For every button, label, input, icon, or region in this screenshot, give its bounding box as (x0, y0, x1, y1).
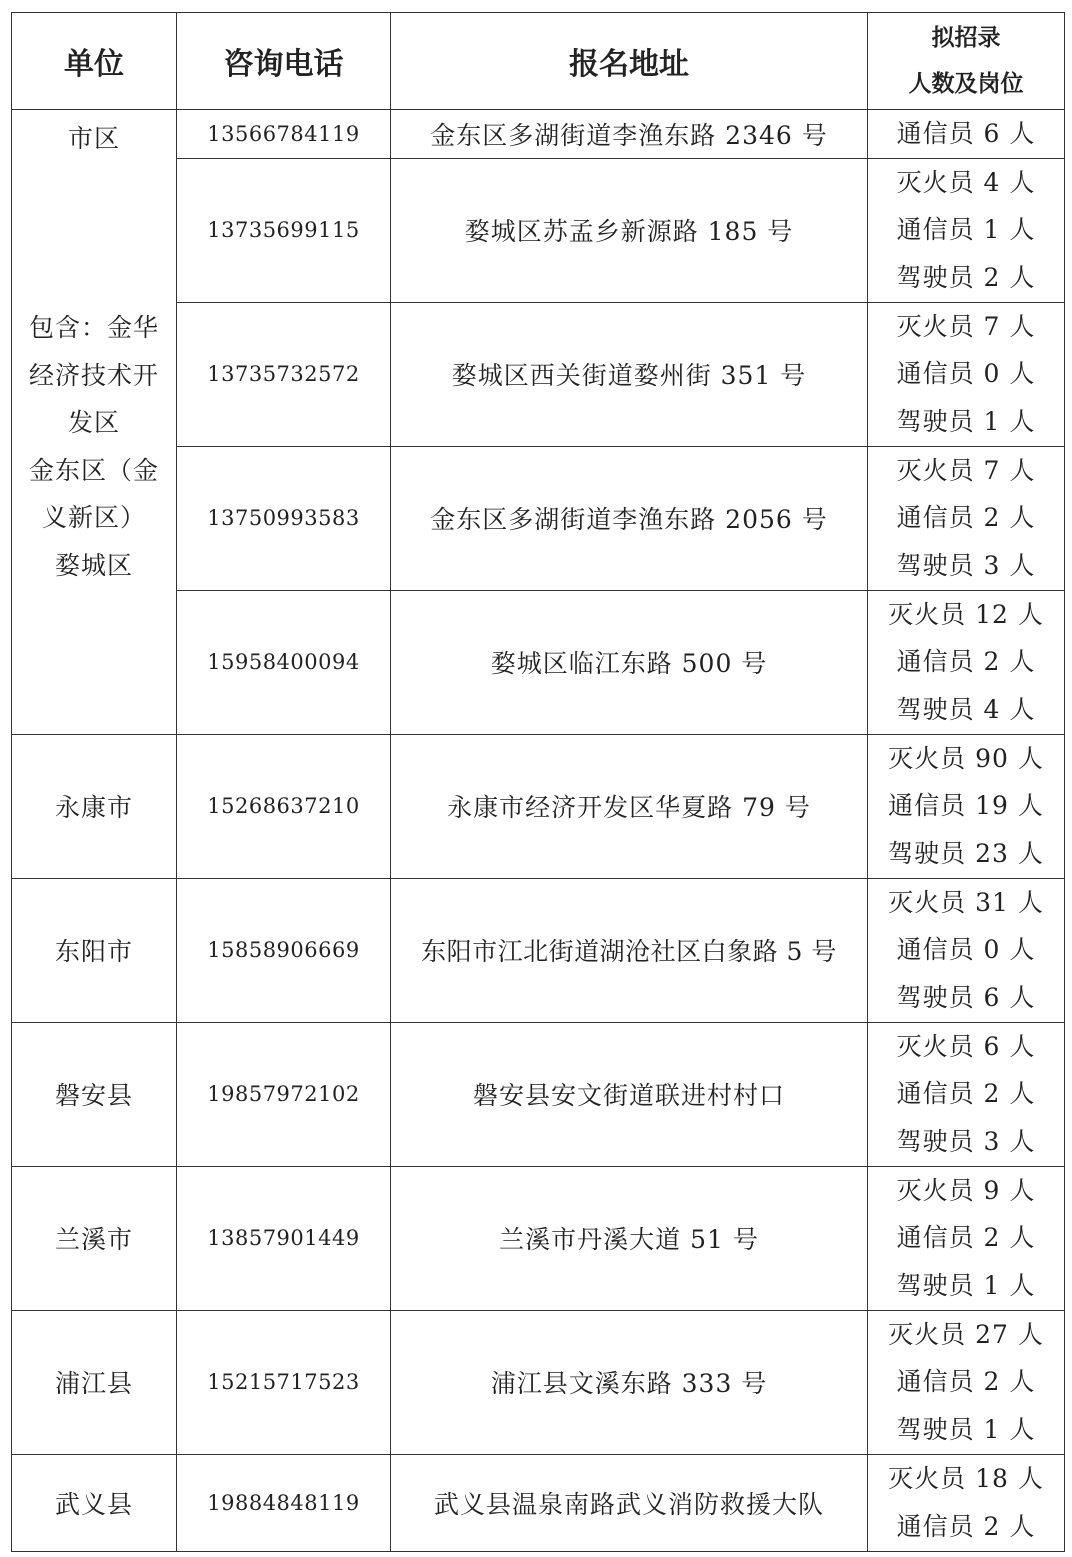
quota-line: 灭火员 90 人 (888, 743, 1044, 773)
header-quota-line2: 人数及岗位 (908, 71, 1024, 97)
quota-line: 通信员 2 人 (896, 1367, 1036, 1397)
quota-line: 通信员 2 人 (896, 503, 1036, 533)
phone-cell: 13566784119 (177, 110, 391, 159)
header-quota-line1: 拟招录 (931, 25, 1001, 51)
quota-line: 灭火员 7 人 (896, 455, 1036, 485)
quota-line: 灭火员 27 人 (888, 1319, 1044, 1349)
quota-line: 通信员 2 人 (896, 1079, 1036, 1109)
quota-cell (868, 590, 1065, 734)
address-cell: 武义县温泉南路武义消防救援大队 (391, 1454, 868, 1551)
address-cell: 浦江县文溪东路 333 号 (391, 1310, 868, 1454)
header-unit: 单位 (12, 13, 177, 110)
quota-line: 驾驶员 23 人 (888, 838, 1044, 868)
phone-cell: 13735732572 (177, 302, 391, 446)
quota-cell (868, 878, 1065, 1022)
header-quota (868, 13, 1065, 110)
quota-cell (868, 1454, 1065, 1551)
quota-line: 驾驶员 3 人 (896, 1126, 1036, 1156)
table-row (12, 734, 1065, 878)
phone-cell: 19857972102 (177, 1022, 391, 1166)
quota-line: 灭火员 18 人 (888, 1464, 1044, 1493)
quota-line: 通信员 2 人 (896, 1511, 1036, 1541)
address-cell: 永康市经济开发区华夏路 79 号 (391, 734, 868, 878)
phone-cell: 19884848119 (177, 1454, 391, 1551)
quota-line: 灭火员 31 人 (888, 887, 1044, 917)
quota-line: 通信员 0 人 (896, 359, 1036, 389)
quota-line: 通信员 6 人 (896, 119, 1036, 148)
unit-cell: 磐安县 (12, 1022, 177, 1166)
table-row (12, 878, 1065, 1022)
unit-cell: 东阳市 (12, 878, 177, 1022)
unit-includes-line: 发区 (67, 408, 120, 437)
quota-line: 灭火员 12 人 (888, 599, 1044, 629)
phone-cell: 13735699115 (177, 158, 391, 302)
header-phone: 咨询电话 (177, 13, 391, 110)
phone-cell: 13857901449 (177, 1166, 391, 1310)
table-row (12, 1166, 1065, 1310)
quota-line: 驾驶员 2 人 (896, 262, 1036, 292)
quota-line: 通信员 1 人 (896, 215, 1036, 245)
table-row (12, 1454, 1065, 1551)
quota-cell (868, 734, 1065, 878)
unit-includes-line: 义新区） (41, 503, 146, 532)
quota-line: 驾驶员 1 人 (896, 1414, 1036, 1444)
quota-line: 驾驶员 3 人 (896, 550, 1036, 580)
quota-cell (868, 1022, 1065, 1166)
quota-line: 通信员 19 人 (888, 791, 1044, 821)
quota-line: 驾驶员 1 人 (896, 1270, 1036, 1300)
table-row (12, 1310, 1065, 1454)
phone-cell: 15215717523 (177, 1310, 391, 1454)
quota-cell (868, 158, 1065, 302)
unit-includes-line: 婺城区 (54, 550, 133, 580)
quota-line: 灭火员 9 人 (896, 1175, 1036, 1205)
address-cell: 金东区多湖街道李渔东路 2346 号 (391, 110, 868, 159)
address-cell: 磐安县安文街道联进村村口 (391, 1022, 868, 1166)
unit-cell: 武义县 (12, 1454, 177, 1551)
table-row (12, 1022, 1065, 1166)
address-cell: 婺城区苏孟乡新源路 185 号 (391, 158, 868, 302)
quota-line: 驾驶员 4 人 (896, 694, 1036, 724)
quota-cell (868, 1166, 1065, 1310)
address-cell: 金东区多湖街道李渔东路 2056 号 (391, 446, 868, 590)
header-row (12, 13, 1065, 110)
phone-cell: 15858906669 (177, 878, 391, 1022)
unit-cell-city (12, 110, 177, 735)
unit-cell: 浦江县 (12, 1310, 177, 1454)
quota-cell (868, 302, 1065, 446)
address-cell: 婺城区西关街道婺州街 351 号 (391, 302, 868, 446)
phone-cell: 13750993583 (177, 446, 391, 590)
quota-line: 通信员 0 人 (896, 935, 1036, 965)
quota-cell (868, 1310, 1065, 1454)
unit-cell: 永康市 (12, 734, 177, 878)
unit-name: 市区 (67, 123, 120, 153)
quota-line: 灭火员 6 人 (896, 1031, 1036, 1061)
address-cell: 东阳市江北街道湖沧社区白象路 5 号 (391, 878, 868, 1022)
quota-line: 驾驶员 6 人 (896, 982, 1036, 1012)
unit-includes-line: 经济技术开 (28, 360, 159, 390)
quota-cell (868, 110, 1065, 159)
phone-cell: 15268637210 (177, 734, 391, 878)
quota-line: 驾驶员 1 人 (896, 406, 1036, 436)
header-address: 报名地址 (391, 13, 868, 110)
quota-line: 灭火员 4 人 (896, 167, 1036, 197)
address-cell: 兰溪市丹溪大道 51 号 (391, 1166, 868, 1310)
quota-line: 通信员 2 人 (896, 647, 1036, 677)
address-cell: 婺城区临江东路 500 号 (391, 590, 868, 734)
phone-cell: 15958400094 (177, 590, 391, 734)
quota-line: 灭火员 7 人 (896, 311, 1036, 341)
quota-cell (868, 446, 1065, 590)
unit-includes-line: 包含：金华 (28, 313, 159, 342)
table-row (12, 110, 1065, 159)
recruitment-table (11, 12, 1065, 1552)
unit-includes-line: 金东区（金 (28, 455, 159, 485)
unit-cell: 兰溪市 (12, 1166, 177, 1310)
quota-line: 通信员 2 人 (896, 1223, 1036, 1253)
